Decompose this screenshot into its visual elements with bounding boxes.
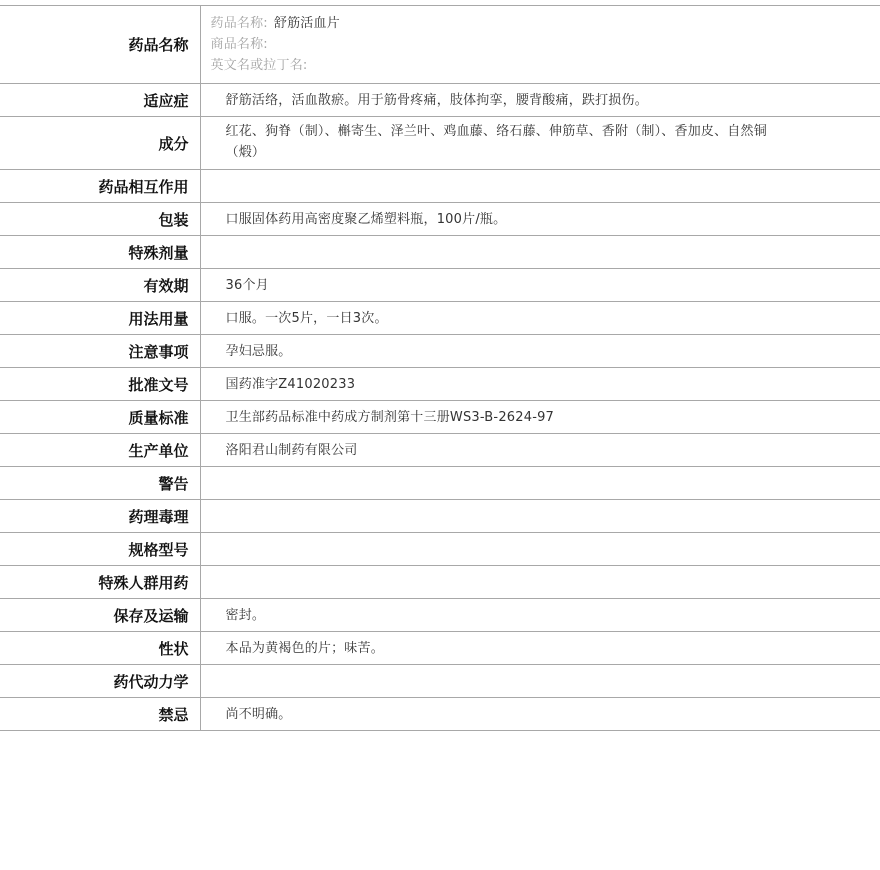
table-row-indications: [0, 84, 880, 117]
row-label: 禁忌: [0, 698, 200, 731]
row-label: 用法用量: [0, 302, 200, 335]
row-value: 国药准字Z41020233: [200, 368, 880, 401]
row-label: 包装: [0, 203, 200, 236]
table-row-warning: [0, 467, 880, 500]
row-value: 密封。: [200, 599, 880, 632]
row-value: 洛阳君山制药有限公司: [200, 434, 880, 467]
row-value: 36个月: [200, 269, 880, 302]
row-label: 质量标准: [0, 401, 200, 434]
row-value: [200, 236, 880, 269]
table-row-manufacturer: [0, 434, 880, 467]
row-label: 规格型号: [0, 533, 200, 566]
row-label: 特殊人群用药: [0, 566, 200, 599]
table-row-pharmacokinetics: [0, 665, 880, 698]
table-row-interactions: [0, 170, 880, 203]
trade-name-key: 商品名称:: [210, 37, 268, 52]
row-label: 生产单位: [0, 434, 200, 467]
table-row-description: [0, 632, 880, 665]
row-value: [200, 566, 880, 599]
row-value: [200, 467, 880, 500]
row-label: 适应症: [0, 84, 200, 117]
row-value: [200, 533, 880, 566]
row-label: 保存及运输: [0, 599, 200, 632]
row-value: [200, 170, 880, 203]
row-value: 口服。一次5片，一日3次。: [200, 302, 880, 335]
table-row-special-populations: [0, 566, 880, 599]
drug-name-key: 药品名称:: [210, 16, 268, 31]
english-name-line: [211, 55, 791, 76]
table-row-precautions: [0, 335, 880, 368]
table-row-pharmacology: [0, 500, 880, 533]
row-label: 注意事项: [0, 335, 200, 368]
row-label: 药品相互作用: [0, 170, 200, 203]
drug-name-line: [211, 13, 791, 34]
table-row-shelf-life: [0, 269, 880, 302]
row-value: 本品为黄褐色的片；味苦。: [200, 632, 880, 665]
row-label: 批准文号: [0, 368, 200, 401]
drug-name-value: 舒筋活血片: [273, 16, 340, 31]
table-row-packaging: [0, 203, 880, 236]
table-row-approval-number: [0, 368, 880, 401]
row-value: 尚不明确。: [200, 698, 880, 731]
table-row-storage: [0, 599, 880, 632]
english-name-key: 英文名或拉丁名:: [210, 58, 308, 73]
row-value: [200, 665, 880, 698]
row-value: 舒筋活络，活血散瘀。用于筋骨疼痛，肢体拘挛，腰背酸痛，跌打损伤。: [200, 84, 880, 117]
row-value: 卫生部药品标准中药成方制剂第十三册WS3-B-2624-97: [200, 401, 880, 434]
row-label: 药代动力学: [0, 665, 200, 698]
drug-info-table: [0, 5, 880, 731]
drug-name-block: [200, 6, 880, 84]
row-label: 警告: [0, 467, 200, 500]
row-label: 药品名称: [0, 6, 200, 84]
row-value: 孕妇忌服。: [200, 335, 880, 368]
table-row-contraindications: [0, 698, 880, 731]
row-label: 药理毒理: [0, 500, 200, 533]
table-row-ingredients: [0, 117, 880, 170]
trade-name-line: [211, 34, 791, 55]
row-value: 口服固体药用高密度聚乙烯塑料瓶，100片/瓶。: [200, 203, 880, 236]
row-value: 红花、狗脊（制）、槲寄生、泽兰叶、鸡血藤、络石藤、伸筋草、香附（制）、香加皮、自然铜（煅）: [200, 117, 880, 170]
row-label: 特殊剂量: [0, 236, 200, 269]
table-row-drug-name: [0, 6, 880, 84]
table-row-quality-standard: [0, 401, 880, 434]
table-row-dosage: [0, 302, 880, 335]
row-label: 成分: [0, 117, 200, 170]
table-row-special-dosage: [0, 236, 880, 269]
row-value: [200, 500, 880, 533]
row-label: 性状: [0, 632, 200, 665]
table-row-specification: [0, 533, 880, 566]
row-label: 有效期: [0, 269, 200, 302]
